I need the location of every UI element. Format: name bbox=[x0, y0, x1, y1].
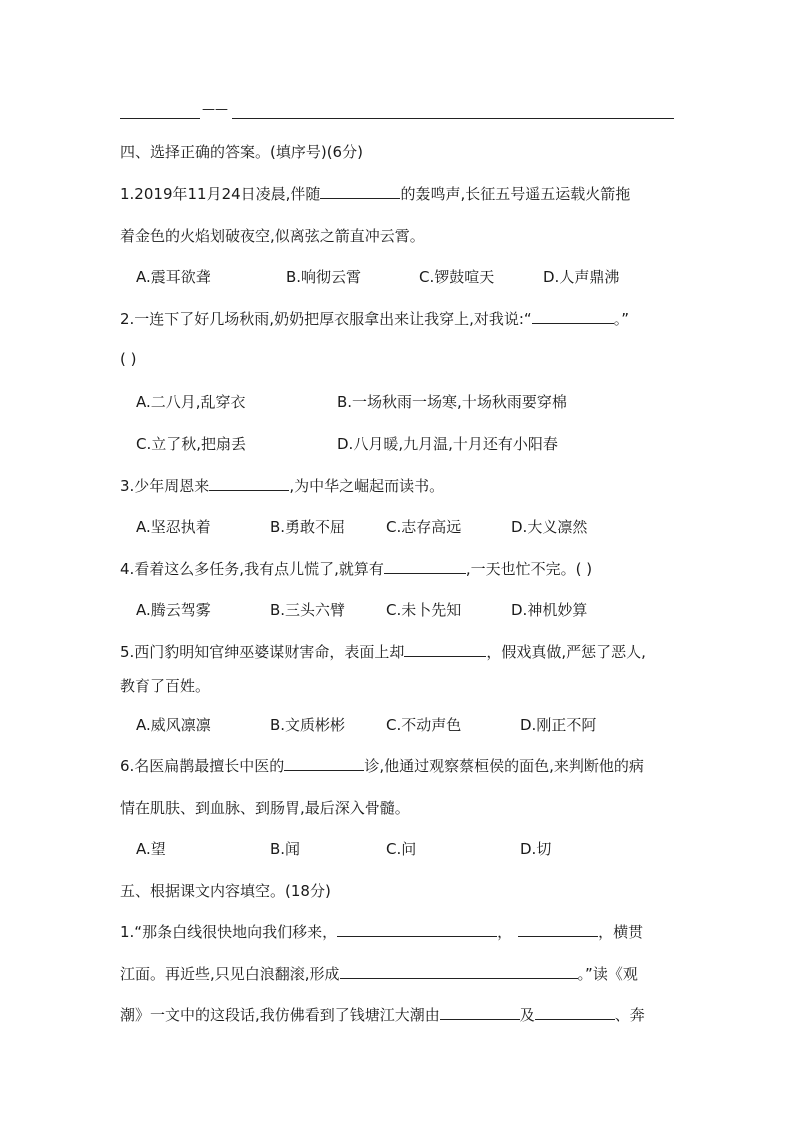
question-text: 1.“那条白线很快地向我们移来， bbox=[120, 923, 338, 941]
fill-blank[interactable] bbox=[518, 922, 598, 937]
question-text: 2.一连下了好几场秋雨,奶奶把厚衣服拿出来让我穿上,对我说:“ bbox=[120, 310, 532, 328]
question-text: 。” bbox=[613, 310, 629, 328]
question-text: 6.名医扁鹊最擅长中医的 bbox=[120, 757, 285, 775]
question-text: ，假戏真做,严惩了恶人, bbox=[486, 643, 646, 661]
question-text: ， bbox=[497, 923, 513, 941]
option-b: B.一场秋雨一场寒,十场秋雨要穿棉 bbox=[337, 393, 567, 411]
option-d: D.大义凛然 bbox=[511, 518, 588, 536]
question-text: ,一天也忙不完。( ) bbox=[465, 560, 593, 578]
question-text: 。”读《观 bbox=[577, 965, 638, 983]
fill-blank[interactable] bbox=[532, 309, 614, 324]
question-1-line-1 bbox=[120, 183, 630, 204]
section5-question-1-line-3 bbox=[120, 1004, 645, 1025]
option-b: B.响彻云霄 bbox=[286, 268, 362, 286]
option-b: B.闻 bbox=[270, 840, 301, 858]
question-text: 江面。再近些,只见白浪翻滚,形成 bbox=[120, 965, 340, 983]
option-b: B.三头六臂 bbox=[270, 601, 346, 619]
question-text: 5.西门豹明知官绅巫婆谋财害命，表面上却 bbox=[120, 643, 405, 661]
question-text: 、奔 bbox=[614, 1006, 645, 1024]
answer-line-left[interactable] bbox=[120, 118, 200, 119]
fill-blank[interactable] bbox=[384, 559, 466, 574]
fill-blank[interactable] bbox=[340, 964, 578, 979]
option-d: D.八月暖,九月温,十月还有小阳春 bbox=[337, 435, 558, 453]
option-c: C.志存高远 bbox=[386, 518, 462, 536]
question-6-line-1 bbox=[120, 755, 644, 776]
option-a: A.威风凛凛 bbox=[136, 716, 211, 734]
question-text: 1.2019年11月24日凌晨,伴随 bbox=[120, 185, 321, 203]
question-text: 潮》一文中的这段话,我仿佛看到了钱塘江大潮由 bbox=[120, 1006, 440, 1024]
question-text: ,为中华之崛起而读书。 bbox=[289, 477, 445, 495]
option-d: D.刚正不阿 bbox=[520, 716, 597, 734]
option-a: A.震耳欲聋 bbox=[136, 268, 211, 286]
option-a: A.腾云驾雾 bbox=[136, 601, 211, 619]
question-4-line-1 bbox=[120, 558, 592, 579]
option-c: C.锣鼓喧天 bbox=[419, 268, 495, 286]
option-c: C.未卜先知 bbox=[386, 601, 462, 619]
fill-blank[interactable] bbox=[337, 922, 497, 937]
option-b: B.文质彬彬 bbox=[270, 716, 346, 734]
option-c: C.立了秋,把扇丢 bbox=[136, 435, 247, 453]
option-d: D.神机妙算 bbox=[511, 601, 588, 619]
question-5-line-2: 教育了百姓。 bbox=[120, 677, 211, 695]
option-d: D.人声鼎沸 bbox=[543, 268, 620, 286]
option-b: B.勇敢不屈 bbox=[270, 518, 346, 536]
answer-paren[interactable]: ( ) bbox=[120, 350, 137, 368]
section-heading-4: 四、选择正确的答案。(填序号)(6分) bbox=[120, 143, 363, 161]
dash-mark: —— bbox=[202, 102, 228, 117]
question-1-line-2: 着金色的火焰划破夜空,似离弦之箭直冲云霄。 bbox=[120, 227, 425, 245]
question-text: 3.少年周恩来 bbox=[120, 477, 210, 495]
question-6-line-2: 情在肌肤、到血脉、到肠胃,最后深入骨髓。 bbox=[120, 799, 410, 817]
question-text: ，横贯 bbox=[598, 923, 644, 941]
option-c: C.问 bbox=[386, 840, 417, 858]
option-d: D.切 bbox=[520, 840, 552, 858]
fill-blank[interactable] bbox=[535, 1005, 615, 1020]
question-text: 的轰鸣声,长征五号遥五运载火箭拖 bbox=[400, 185, 631, 203]
section-heading-5: 五、根据课文内容填空。(18分) bbox=[120, 882, 331, 900]
question-2-line-1 bbox=[120, 308, 629, 329]
fill-blank[interactable] bbox=[440, 1005, 520, 1020]
section5-question-1-line-1 bbox=[120, 921, 643, 942]
fill-blank[interactable] bbox=[404, 642, 486, 657]
question-5-line-1 bbox=[120, 641, 646, 662]
option-a: A.望 bbox=[136, 840, 166, 858]
question-text: 诊,他通过观察蔡桓侯的面色,来判断他的病 bbox=[364, 757, 644, 775]
question-text: 及 bbox=[519, 1006, 535, 1024]
answer-line-right[interactable] bbox=[232, 118, 674, 119]
option-a: A.坚忍执着 bbox=[136, 518, 211, 536]
question-3-line-1 bbox=[120, 475, 444, 496]
fill-blank[interactable] bbox=[209, 476, 289, 491]
option-c: C.不动声色 bbox=[386, 716, 462, 734]
question-text: 4.看着这么多任务,我有点儿慌了,就算有 bbox=[120, 560, 384, 578]
fill-blank[interactable] bbox=[284, 756, 364, 771]
section5-question-1-line-2 bbox=[120, 963, 638, 984]
option-a: A.二八月,乱穿衣 bbox=[136, 393, 246, 411]
fill-blank[interactable] bbox=[320, 184, 400, 199]
